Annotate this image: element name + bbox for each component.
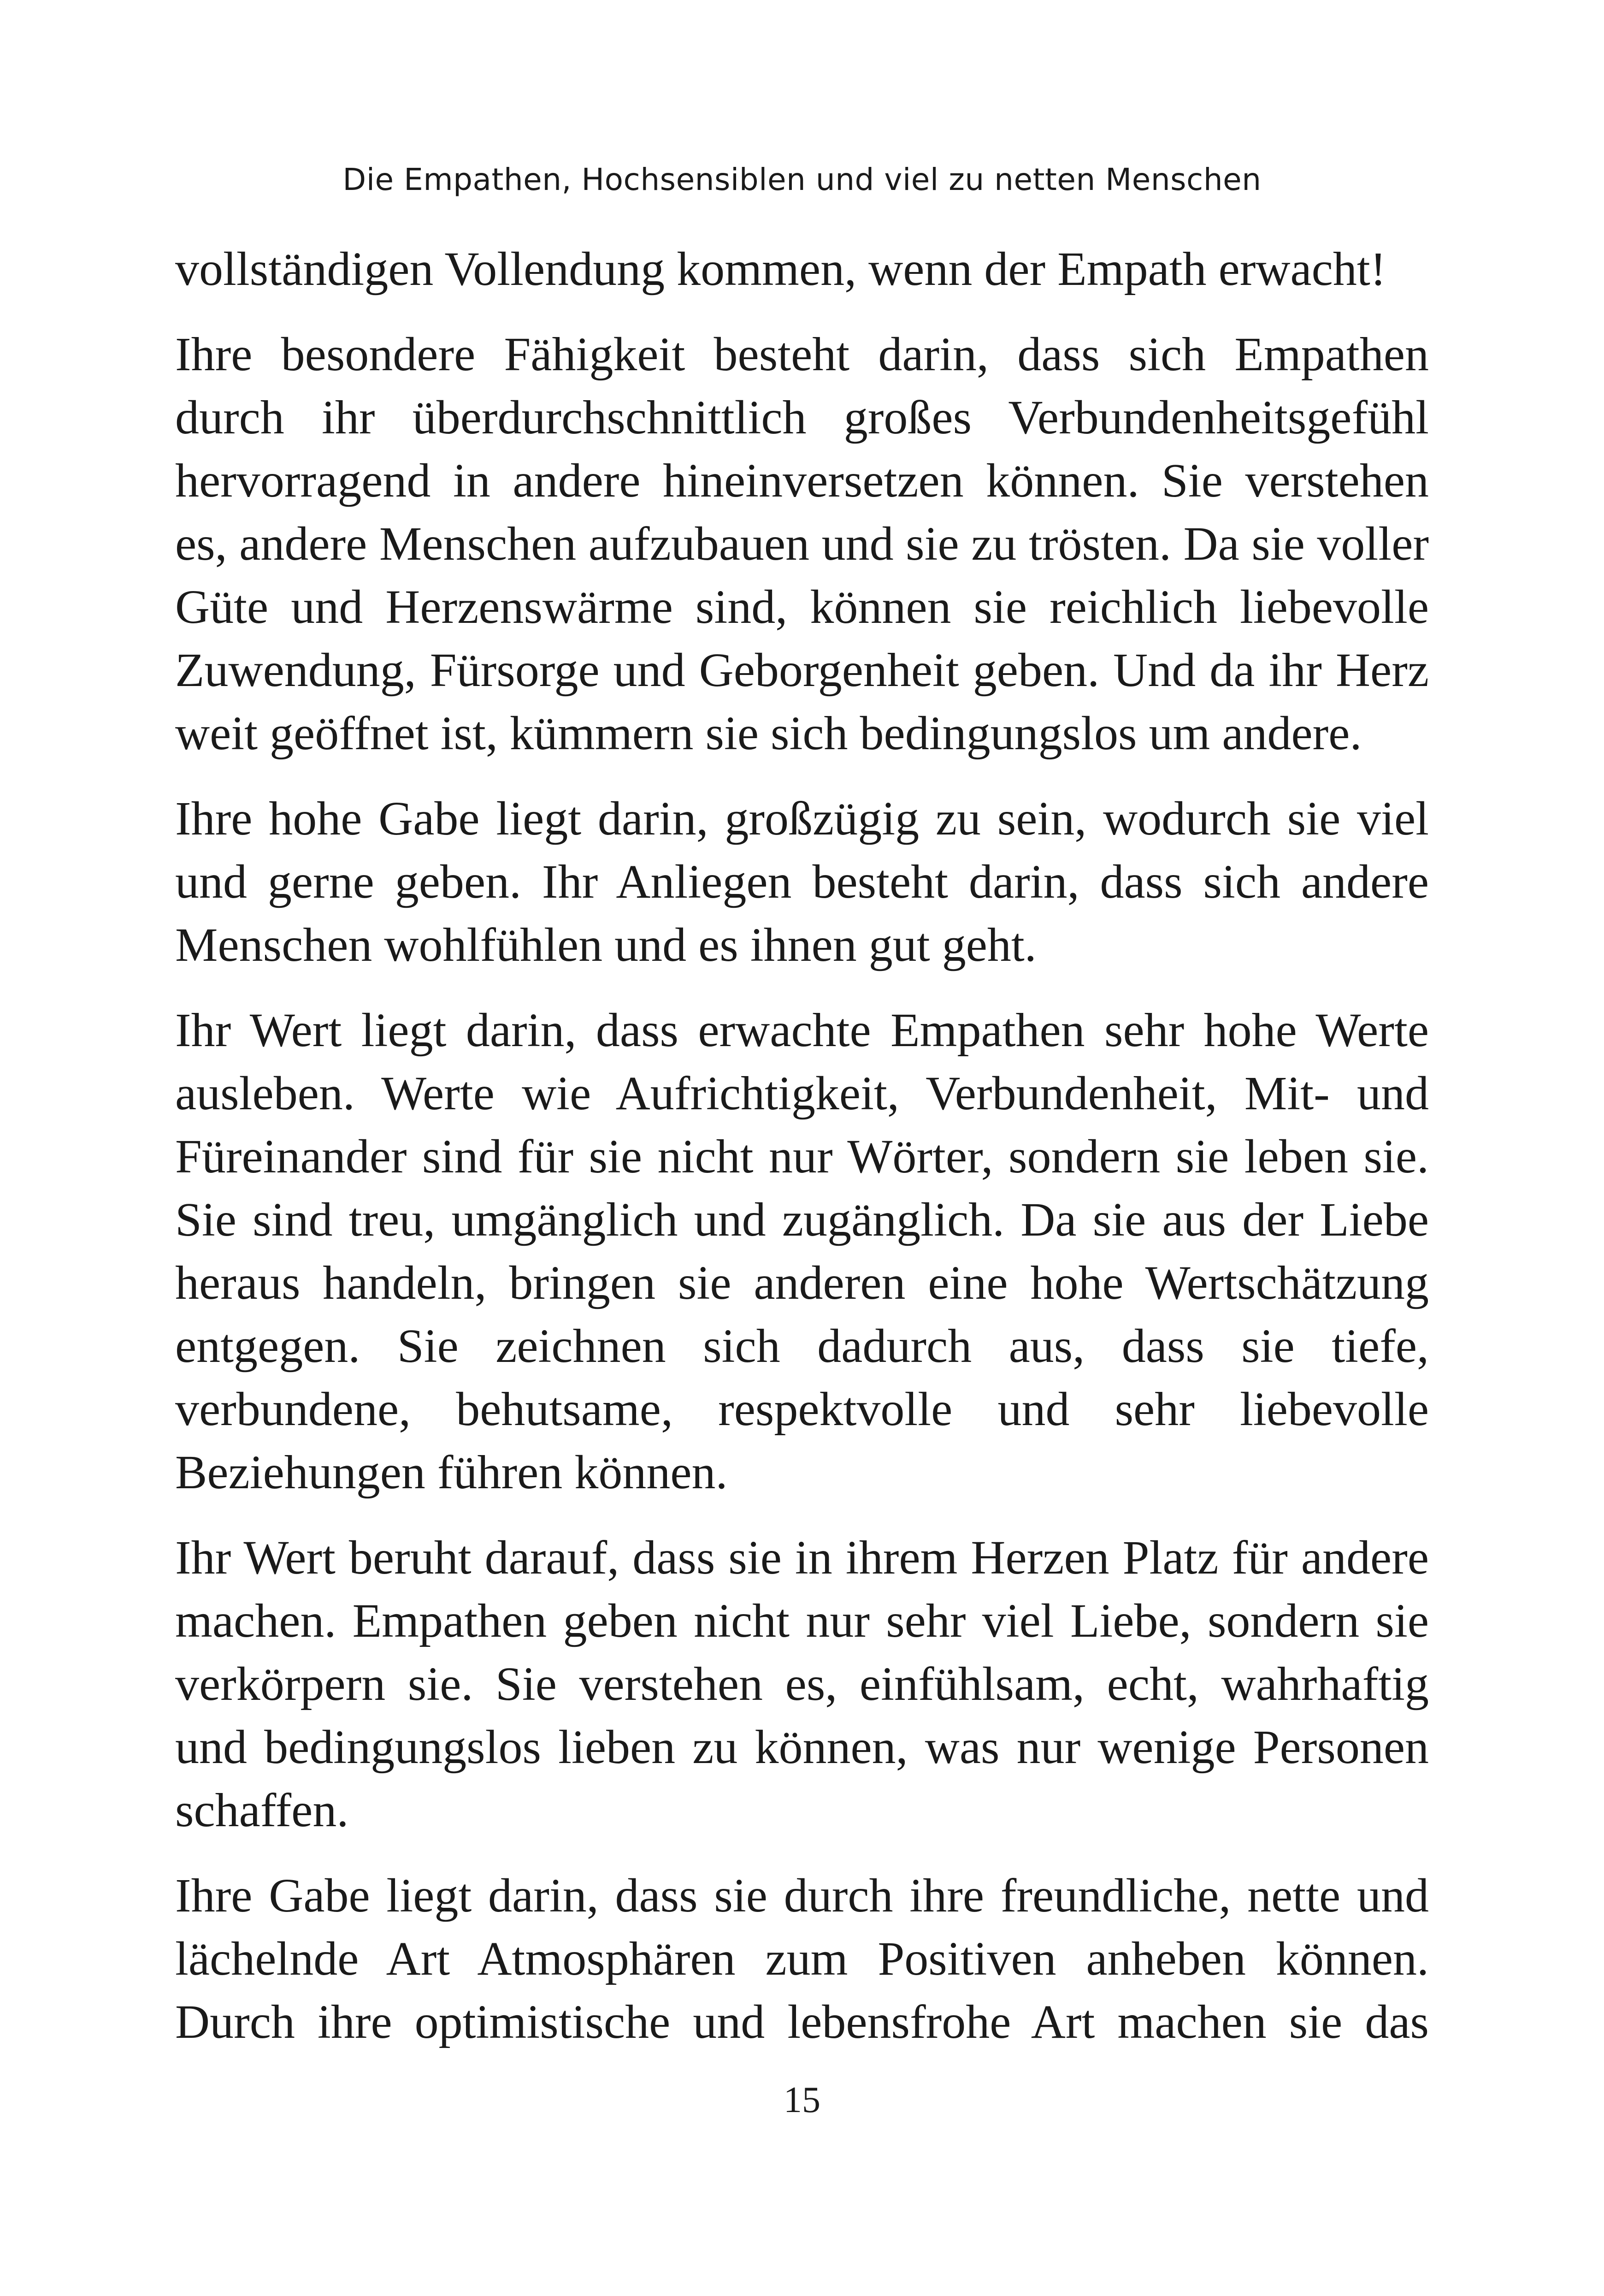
body-text [175,237,1429,2076]
paragraph-hohe-gabe: Ihre hohe Gabe liegt darin, großzügig zu sein, wodurch sie viel und gerne geben. Ihr Anliegen besteht darin, dass sich andere Menschen wohlfühlen und es ihnen gut geht. [175,792,1429,971]
paragraph-faehigkeit: Ihre besondere Fähigkeit besteht darin, dass sich Empathen durch ihr überdurchschnittlich großes Verbundenheitsgefühl hervorragend in andere hineinversetzen können. Sie verstehen es, andere Menschen aufzubauen und sie zu trösten. Da sie voller Güte und Herzenswärme sind, können sie reichlich liebevolle Zuwendung, Fürsorge und Geborgenheit geben. Und da ihr Herz weit geöffnet ist, kümmern sie sich bedingungslos um andere. [175,328,1429,760]
page-number: 15 [784,2080,820,2120]
paragraph-gabe-atmosphaere: Ihre Gabe liegt darin, dass sie durch ihre freundliche, nette und lächelnde Art Atmosphären zum Positiven anheben können. Durch ihre optimistische und lebensfrohe Art machen sie das [175,1869,1429,2048]
paragraph-wert-herz: Ihr Wert beruht darauf, dass sie in ihrem Herzen Platz für andere machen. Empathen geben nicht nur sehr viel Liebe, sondern sie verkörpern sie. Sie verstehen es, einfühlsam, echt, wahrhaftig und bedingungslos lieben zu können, was nur wenige Personen schaffen. [175,1531,1429,1837]
running-header: Die Empathen, Hochsensiblen und viel zu netten Menschen [342,162,1262,197]
paragraph-wert-werte: Ihr Wert liegt darin, dass erwachte Empathen sehr hohe Werte ausleben. Werte wie Aufrichtigkeit, Verbundenheit, Mit- und Füreinander sind für sie nicht nur Wörter, sondern sie leben sie. Sie sind treu, umgänglich und zugänglich. Da sie aus der Liebe heraus handeln, bringen sie anderen eine hohe Wertschätzung entgegen. Sie zeichnen sich dadurch aus, dass sie tiefe, verbundene, behutsame, respektvolle und sehr liebevolle Beziehungen führen können. [175,1004,1429,1499]
paragraph-continuation: vollständigen Vollendung kommen, wenn der Empath erwacht! [175,243,1386,296]
